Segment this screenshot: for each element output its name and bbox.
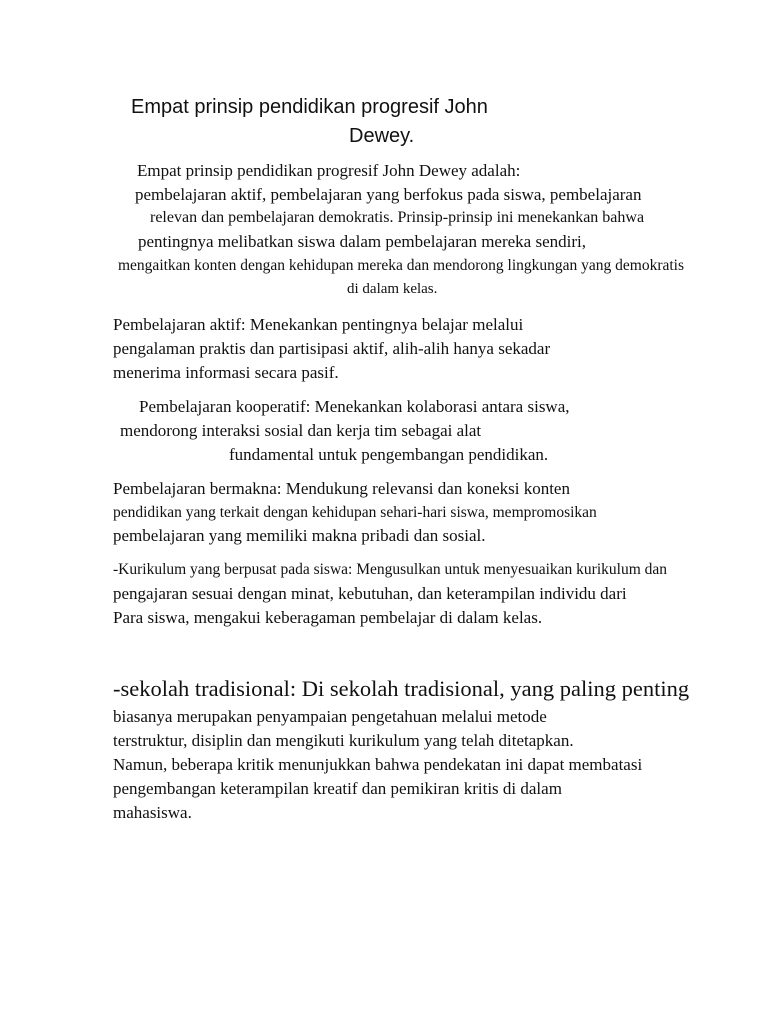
bermakna-line-3: pembelajaran yang memiliki makna pribadi dan sosial. (113, 526, 486, 545)
tradisional-line-4: Namun, beberapa kritik menunjukkan bahwa pendekatan ini dapat membatasi (113, 755, 643, 774)
kurikulum-line-1: -Kurikulum yang berpusat pada siswa: Mengusulkan untuk menyesuaikan kurikulum dan (113, 561, 668, 578)
bermakna-line-2: pendidikan yang terkait dengan kehidupan sehari-hari siswa, mempromosikan (113, 504, 597, 521)
title-line-1: Empat prinsip pendidikan progresif John (131, 96, 488, 118)
intro-line-6: di dalam kelas. (347, 281, 438, 297)
title-line-2: Dewey. (349, 125, 415, 147)
tradisional-line-6: mahasiswa. (113, 803, 192, 822)
tradisional-line-3: terstruktur, disiplin dan mengikuti kurikulum yang telah ditetapkan. (113, 731, 574, 750)
tradisional-line-5: pengembangan keterampilan kreatif dan pemikiran kritis di dalam (113, 779, 562, 798)
aktif-line-1: Pembelajaran aktif: Menekankan pentingnya belajar melalui (113, 315, 524, 334)
aktif-line-2: pengalaman praktis dan partisipasi aktif, alih-alih hanya sekadar (113, 339, 551, 358)
kooperatif-line-3: fundamental untuk pengembangan pendidikan. (229, 445, 549, 464)
kurikulum-line-3: Para siswa, mengakui keberagaman pembelajar di dalam kelas. (113, 608, 543, 627)
kooperatif-line-2: mendorong interaksi sosial dan kerja tim sebagai alat (120, 421, 482, 440)
tradisional-line-2: biasanya merupakan penyampaian pengetahuan melalui metode (113, 707, 547, 726)
kurikulum-line-2: pengajaran sesuai dengan minat, kebutuhan, dan keterampilan individu dari (113, 584, 627, 603)
intro-line-5: mengaitkan konten dengan kehidupan mereka dan mendorong lingkungan yang demokratis (118, 257, 685, 274)
intro-line-1: Empat prinsip pendidikan progresif John Dewey adalah: (137, 161, 521, 180)
tradisional-line-1: -sekolah tradisional: Di sekolah tradisional, yang paling penting (113, 676, 690, 701)
kooperatif-line-1: Pembelajaran kooperatif: Menekankan kolaborasi antara siswa, (139, 397, 570, 416)
intro-line-2: pembelajaran aktif, pembelajaran yang berfokus pada siswa, pembelajaran (135, 185, 642, 204)
intro-line-3: relevan dan pembelajaran demokratis. Prinsip-prinsip ini menekankan bahwa (150, 209, 645, 226)
intro-line-4: pentingnya melibatkan siswa dalam pembelajaran mereka sendiri, (138, 232, 586, 251)
bermakna-line-1: Pembelajaran bermakna: Mendukung relevansi dan koneksi konten (113, 479, 570, 498)
aktif-line-3: menerima informasi secara pasif. (113, 363, 339, 382)
